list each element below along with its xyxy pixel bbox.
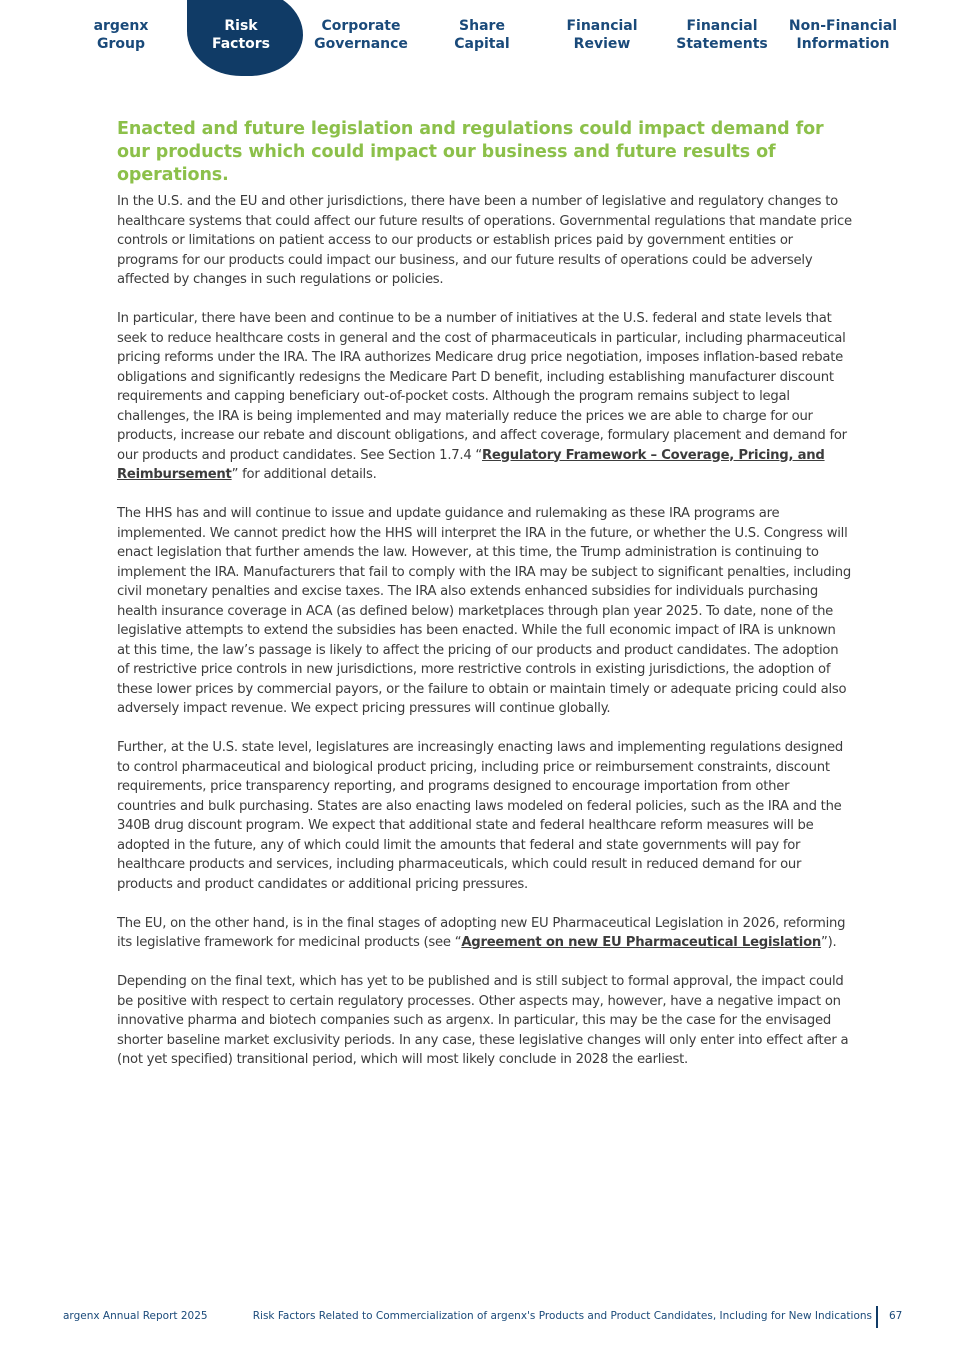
paragraph-5-text-after: ”). xyxy=(821,935,837,950)
nav-tab-risk-factors[interactable] xyxy=(181,17,301,53)
page-number: 67 xyxy=(889,1310,903,1322)
paragraph-2-text-before: In particular, there have been and continue to be a number of initiatives at the U.S. federal and state levels that seek to reduce healthcare costs in general and the cost of pharmaceuticals in particular, including pharmaceutical pricing reforms under the IRA. The IRA authorizes Medicare drug price negotiation, imposes inflation-based rebate obligations and significantly redesigns the Medicare Part D benefit, including establishing manufacturer discount requirements and capping beneficiary out-of-pocket costs. Although the program remains subject to legal challenges, the IRA is being implemented and may materially reduce the prices we are able to charge for our products, increase our rebate and discount obligations, and affect coverage, formulary placement and demand for our products and product candidates. See Section 1.7.4 “ xyxy=(117,311,847,463)
nav-tab-argenx-group[interactable] xyxy=(61,17,181,53)
nav-tab-label-line2: Information xyxy=(796,36,890,52)
nav-tab-label-line2: Governance xyxy=(314,36,408,52)
nav-tab-label-line1: Share xyxy=(459,18,505,34)
nav-tab-corporate-governance[interactable] xyxy=(301,17,421,53)
section-heading: Enacted and future legislation and regulations could impact demand for our products which could impact our business and future results of operations. xyxy=(117,119,824,185)
paragraph-5 xyxy=(117,914,852,953)
nav-tab-label-line2: Review xyxy=(573,36,631,52)
main-content xyxy=(117,118,852,1089)
nav-tab-label-line1: Risk xyxy=(224,18,258,34)
nav-tab-label-line1: Financial xyxy=(686,18,758,34)
nav-tab-label-line1: Corporate xyxy=(321,18,401,34)
paragraph-2 xyxy=(117,309,852,485)
footer-divider xyxy=(876,1306,878,1328)
eu-pharmaceutical-legislation-link[interactable]: Agreement on new EU Pharmaceutical Legislation xyxy=(461,935,822,950)
nav-tab-label-line2: Statements xyxy=(676,36,768,52)
regulatory-framework-link[interactable]: Regulatory Framework – Coverage, Pricing, and Reimbursement xyxy=(117,447,825,482)
nav-tab-label-line2: Capital xyxy=(454,36,510,52)
paragraph-4: Further, at the U.S. state level, legislatures are increasingly enacting laws and implementing regulations designed to control pharmaceutical and biological product pricing, including price or reimbursement constraints, discount requirements, price transparency reporting, and programs designed to encourage importation from other countries and bulk purchasing. States are also enacting laws modeled on federal policies, such as the IRA and the 340B drug discount program. We expect that additional state and federal healthcare reform measures will be adopted in the future, any of which could limit the amounts that federal and state governments will pay for healthcare products and services, including pharmaceuticals, which could result in reduced demand for our products and product candidates or additional pricing pressures. xyxy=(117,740,844,892)
nav-tab-label-line1: argenx xyxy=(93,18,149,34)
nav-tab-non-financial-information[interactable] xyxy=(783,17,903,53)
nav-tab-financial-statements[interactable] xyxy=(662,17,782,53)
nav-tab-label-line1: Non-Financial xyxy=(788,18,898,34)
nav-tab-label-line2: Factors xyxy=(211,36,271,52)
footer-report-title: argenx Annual Report 2025 xyxy=(63,1310,208,1322)
paragraph-6: Depending on the final text, which has yet to be published and is still subject to formal approval, the impact could be positive with respect to certain regulatory processes. Other aspects may, however, have a negative impact on innovative pharma and biotech companies such as argenx. In particular, this may be the case for the envisaged shorter baseline market exclusivity periods. In any case, these legislative changes will only enter into effect after a (not yet specified) transitional period, which will most likely conclude in 2028 the earliest. xyxy=(117,974,849,1067)
nav-tab-share-capital[interactable] xyxy=(422,17,542,53)
nav-tab-financial-review[interactable] xyxy=(542,17,662,53)
paragraph-2-text-after: ” for additional details. xyxy=(231,467,377,482)
nav-tab-label-line1: Financial xyxy=(566,18,638,34)
paragraph-3: The HHS has and will continue to issue and update guidance and rulemaking as these IRA programs are implemented. We cannot predict how the HHS will interpret the IRA in the future, or whether the U.S. Congress will enact legislation that further amends the law. However, at this time, the Trump administration is continuing to implement the IRA. Manufacturers that fail to comply with the IRA may be subject to significant penalties, including civil monetary penalties and excise taxes. The IRA also extends enhanced subsidies for individuals purchasing health insurance coverage in ACA (as defined below) marketplaces through plan year 2025. To date, none of the legislative attempts to extend the subsidies has been enacted. While the full economic impact of IRA is unknown at this time, the law’s passage is likely to affect the pricing of our products and product candidates. The adoption of restrictive price controls in new jurisdictions, more restrictive controls in existing jurisdictions, the adoption of these lower prices by commercial payors, or the failure to obtain or maintain timely or adequate pricing could also adversely impact revenue. We expect pricing pressures will continue globally. xyxy=(117,506,852,716)
paragraph-5-text-before: The EU, on the other hand, is in the final stages of adopting new EU Pharmaceutical Legislation in 2026, reforming its legislative framework for medicinal products (see “ xyxy=(117,915,846,950)
nav-tab-label-line2: Group xyxy=(96,36,145,52)
page-footer xyxy=(0,1306,964,1330)
paragraph-1: In the U.S. and the EU and other jurisdictions, there have been a number of legislative and regulatory changes to healthcare systems that could affect our future results of operations. Governmental regulations that mandate price controls or limitations on patient access to our products or establish prices paid by government entities or programs for our products could impact our business, and our future results of operations could be adversely affected by changes in such regulations or policies. xyxy=(117,194,852,287)
top-navigation xyxy=(0,0,964,80)
footer-section-title: Risk Factors Related to Commercialization of argenx's Products and Product Candidates, Including for New Indications xyxy=(252,1310,872,1322)
